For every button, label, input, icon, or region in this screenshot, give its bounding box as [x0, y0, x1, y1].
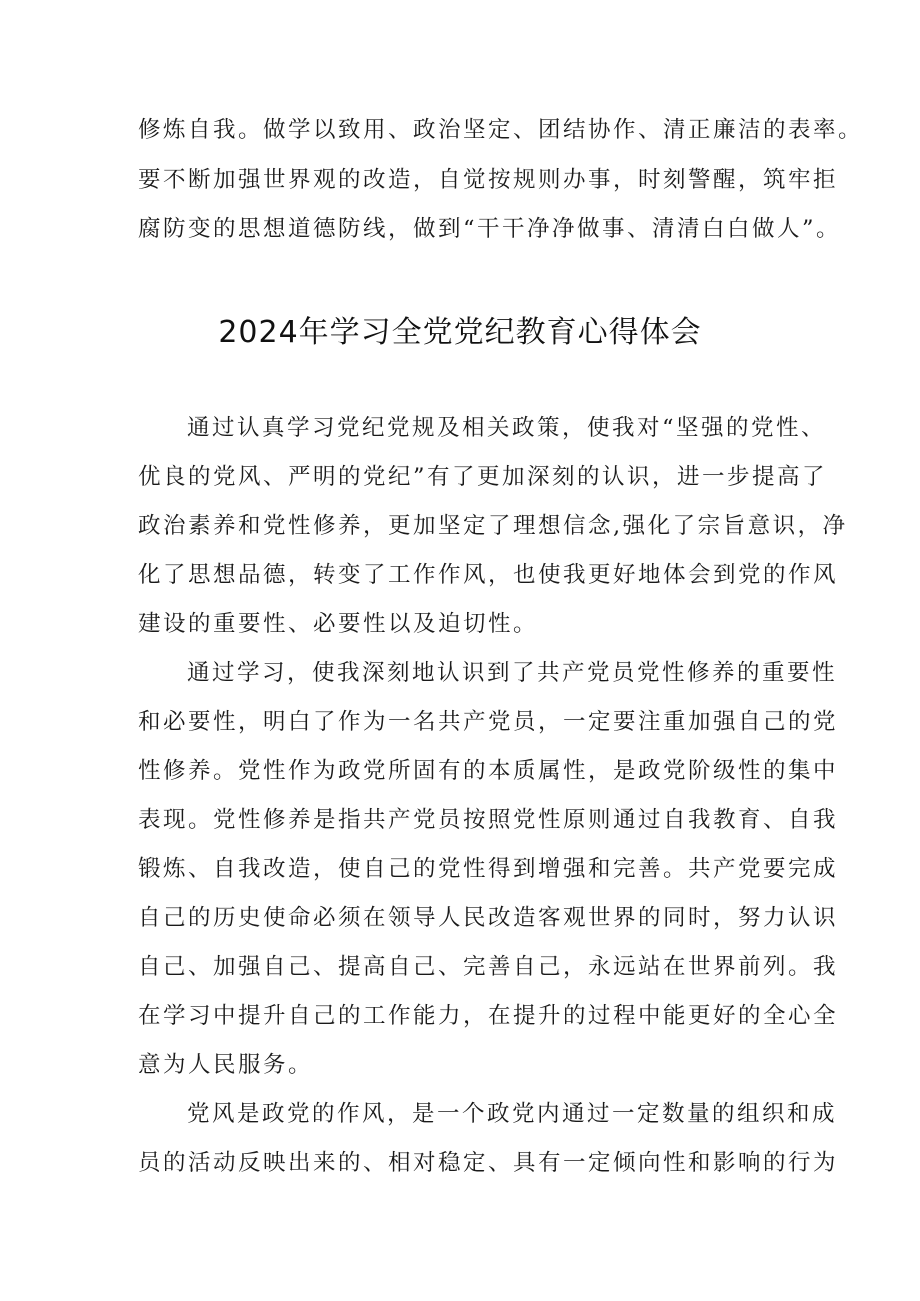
text-line: 锻炼、自我改造，使自己的党性得到增强和完善。共产党要完成 — [138, 856, 839, 882]
text-line: 通过认真学习党纪党规及相关政策，使我对“坚强的党性、 — [187, 415, 827, 441]
text-line: 自己的历史使命必须在领导人民改造客观世界的同时，努力认识 — [138, 905, 839, 931]
text-line: 化了思想品德，转变了工作作风，也使我更好地体会到党的作风 — [138, 562, 839, 588]
text-line: 意为人民服务。 — [138, 1052, 314, 1078]
text-line: 修炼自我。做学以致用、政治坚定、团结协作、清正廉洁的表率。 — [138, 117, 864, 143]
text-line: 通过学习，使我深刻地认识到了共产党员党性修养的重要性 — [187, 660, 838, 686]
text-line: 优良的党风、严明的党纪”有了更加深刻的认识，进一步提高了 — [138, 464, 828, 490]
text-line: 要不断加强世界观的改造，自觉按规则办事，时刻警醒，筑牢拒 — [138, 167, 839, 193]
text-line: 党风是政党的作风，是一个政党内通过一定数量的组织和成 — [187, 1101, 838, 1127]
text-line: 表现。党性修养是指共产党员按照党性原则通过自我教育、自我 — [138, 807, 839, 833]
text-line: 员的活动反映出来的、相对稳定、具有一定倾向性和影响的行为 — [138, 1150, 839, 1176]
text-line: 性修养。党性作为政党所固有的本质属性，是政党阶级性的集中 — [138, 758, 839, 784]
text-line: 腐防变的思想道德防线，做到“干干净净做事、清清白白做人”。 — [138, 216, 842, 242]
article-title: 2024年学习全党党纪教育心得体会 — [218, 315, 702, 350]
text-line: 建设的重要性、必要性以及迫切性。 — [138, 611, 539, 637]
text-line: 政治素养和党性修养，更加坚定了理想信念,强化了宗旨意识，净 — [138, 513, 848, 539]
text-line: 和必要性，明白了作为一名共产党员，一定要注重加强自己的党 — [138, 709, 839, 735]
text-line: 自己、加强自己、提高自己、完善自己，永远站在世界前列。我 — [138, 954, 839, 980]
text-line: 在学习中提升自己的工作能力，在提升的过程中能更好的全心全 — [138, 1003, 839, 1029]
